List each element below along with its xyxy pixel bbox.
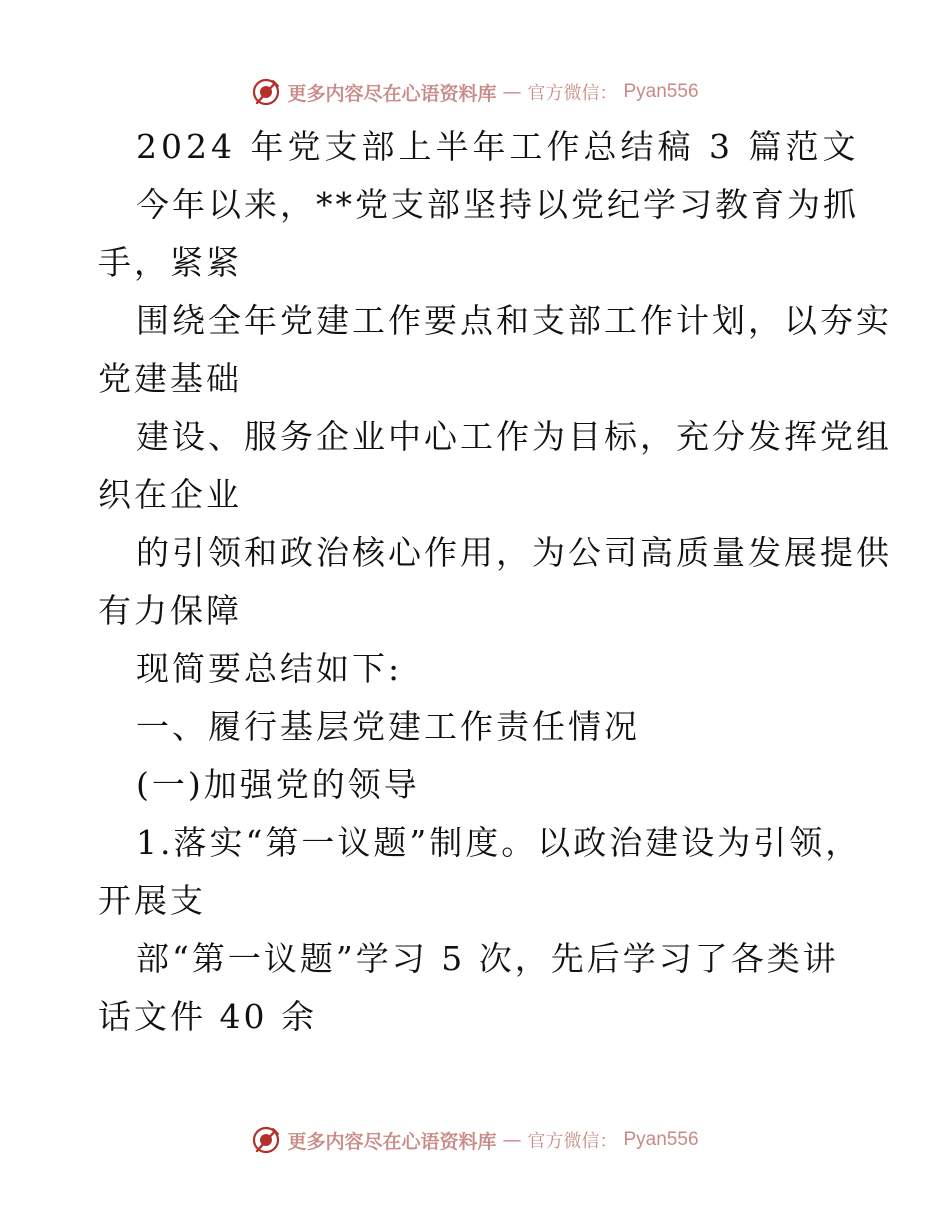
paragraph-line: 现简要总结如下:: [136, 649, 403, 688]
paragraph-line: 围绕全年党建工作要点和支部工作计划，以夯实: [136, 301, 892, 340]
footer-watermark: [0, 1120, 950, 1160]
paragraph-line: 党建基础: [98, 359, 242, 398]
watermark-promo-text: 更多内容尽在心语资料库: [287, 1130, 497, 1153]
watermark-wechat-label: 官方微信：: [527, 1131, 618, 1152]
watermark-separator: —: [502, 81, 522, 103]
watermark-wechat-handle: Pyan556: [623, 81, 699, 102]
paragraph-line: 有力保障: [98, 591, 242, 630]
paragraph-line: 部“第一议题”学习 5 次，先后学习了各类讲: [136, 939, 839, 978]
watermark-separator: —: [502, 1129, 522, 1151]
paragraph-line: 今年以来，**党支部坚持以党纪学习教育为抓: [136, 185, 859, 224]
paragraph-line: 的引领和政治核心作用，为公司高质量发展提供: [136, 533, 892, 572]
watermark-promo-text: 更多内容尽在心语资料库: [287, 82, 497, 105]
watermark-wechat-handle: Pyan556: [623, 1129, 699, 1150]
document-body: [98, 118, 892, 1046]
pen-logo-icon: [251, 77, 281, 107]
watermark-wechat-label: 官方微信：: [527, 83, 618, 104]
subsection-heading: (一)加强党的领导: [136, 765, 420, 804]
paragraph-line: 织在企业: [98, 475, 242, 514]
paragraph-line: 手，紧紧: [98, 243, 242, 282]
document-title: 2024 年党支部上半年工作总结稿 3 篇范文: [136, 127, 860, 166]
paragraph-line: 1.落实“第一议题”制度。以政治建设为引领，: [136, 823, 862, 862]
paragraph-line: 建设、服务企业中心工作为目标，充分发挥党组: [136, 417, 892, 456]
section-heading: 一、履行基层党建工作责任情况: [136, 707, 640, 746]
header-watermark: [0, 72, 950, 112]
pen-logo-icon: [251, 1125, 281, 1155]
paragraph-line: 话文件 40 余: [98, 997, 317, 1036]
paragraph-line: 开展支: [98, 881, 206, 920]
